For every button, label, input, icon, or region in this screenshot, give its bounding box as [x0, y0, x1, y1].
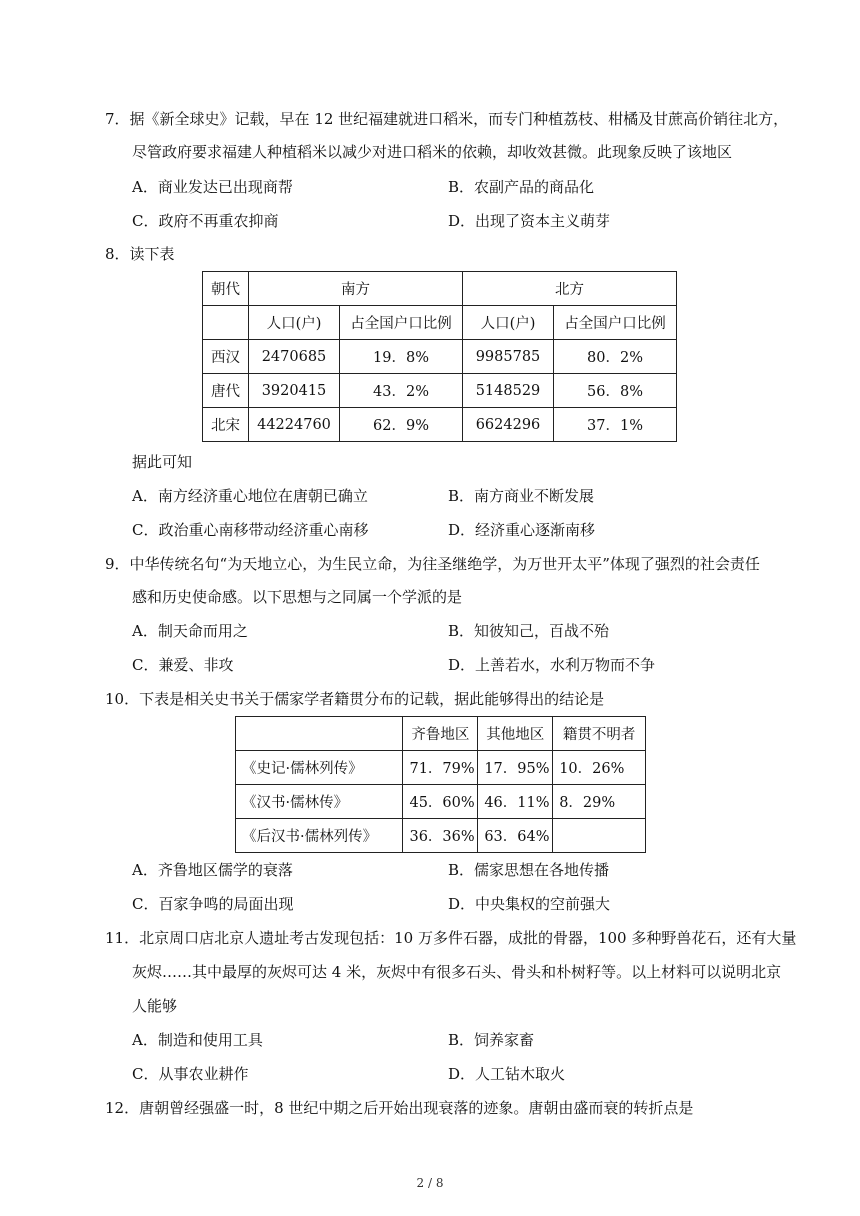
table-cell: 44224760: [249, 408, 340, 442]
table-row: [236, 785, 646, 819]
q11-option-d: D．人工钻木取火: [448, 1065, 566, 1083]
q11-option-c: C．从事农业耕作: [132, 1065, 249, 1083]
q8-subheader-south-ratio: 占全国户口比例: [340, 306, 463, 340]
table-cell: [553, 819, 646, 853]
q10-header-empty: [236, 717, 403, 751]
table-cell: 5148529: [463, 374, 554, 408]
table-cell: 46．11%: [478, 785, 553, 819]
q7-stem-line2: 尽管政府要求福建人种植稻米以减少对进口稻米的依赖，却收效甚微。此现象反映了该地区: [132, 143, 733, 161]
table-cell: 《汉书·儒林传》: [236, 785, 403, 819]
table-cell: 北宋: [203, 408, 249, 442]
table-cell: 6624296: [463, 408, 554, 442]
q11-option-b: B．饲养家畜: [448, 1031, 535, 1049]
q7-option-d: D．出现了资本主义萌芽: [448, 212, 611, 230]
q8-header-north: 北方: [463, 272, 677, 306]
q8-header-south: 南方: [249, 272, 463, 306]
q10-header-other: 其他地区: [478, 717, 553, 751]
q8-population-table: [202, 271, 677, 442]
q9-option-c: C．兼爱、非攻: [132, 656, 234, 674]
table-cell: 71．79%: [403, 751, 478, 785]
table-row: [203, 408, 677, 442]
table-cell: 2470685: [249, 340, 340, 374]
q10-stem: 10．下表是相关史书关于儒家学者籍贯分布的记载，据此能够得出的结论是: [105, 690, 605, 708]
table-cell: 63．64%: [478, 819, 553, 853]
q8-header-dynasty: 朝代: [203, 272, 249, 306]
q10-header-unknown: 籍贯不明者: [553, 717, 646, 751]
q10-option-d: D．中央集权的空前强大: [448, 895, 611, 913]
q9-stem-line1: 9．中华传统名句“为天地立心，为生民立命，为往圣继绝学，为万世开太平”体现了强烈的社会责任: [105, 555, 760, 573]
table-cell: 62．9%: [340, 408, 463, 442]
table-cell: 56．8%: [554, 374, 677, 408]
table-cell: 45．60%: [403, 785, 478, 819]
table-cell: 9985785: [463, 340, 554, 374]
q8-option-c: C．政治重心南移带动经济重心南移: [132, 521, 369, 539]
table-cell: 80．2%: [554, 340, 677, 374]
q8-option-a: A．南方经济重心地位在唐朝已确立: [132, 487, 368, 505]
q9-option-b: B．知彼知己，百战不殆: [448, 622, 610, 640]
q7-option-b: B．农副产品的商品化: [448, 178, 595, 196]
q10-option-c: C．百家争鸣的局面出现: [132, 895, 294, 913]
q8-subheader-south-pop: 人口(户): [249, 306, 340, 340]
table-cell: 43．2%: [340, 374, 463, 408]
page-number: 2 / 8: [416, 1176, 444, 1190]
table-row: [236, 819, 646, 853]
q11-stem-line1: 11．北京周口店北京人遗址考古发现包括：10 万多件石器，成批的骨器，100 多种野兽花石，还有大量: [105, 929, 797, 947]
q8-after-text: 据此可知: [132, 453, 193, 471]
q10-option-b: B．儒家思想在各地传播: [448, 861, 610, 879]
table-cell: 36．36%: [403, 819, 478, 853]
table-cell: 《史记·儒林列传》: [236, 751, 403, 785]
table-cell: 19．8%: [340, 340, 463, 374]
q9-stem-line2: 感和历史使命感。以下思想与之同属一个学派的是: [132, 588, 463, 606]
q7-stem-line1: 7．据《新全球史》记载，早在 12 世纪福建就进口稻米，而专门种植荔枝、柑橘及甘蔗高价销往北方，: [105, 110, 789, 128]
q9-option-d: D．上善若水，水利万物而不争: [448, 656, 656, 674]
q10-option-a: A．齐鲁地区儒学的衰落: [132, 861, 293, 879]
q8-option-b: B．南方商业不断发展: [448, 487, 595, 505]
q10-header-qilu: 齐鲁地区: [403, 717, 478, 751]
q11-option-a: A．制造和使用工具: [132, 1031, 263, 1049]
table-cell: 西汉: [203, 340, 249, 374]
q10-scholars-table: [235, 716, 646, 853]
table-cell: 37．1%: [554, 408, 677, 442]
table-cell: 3920415: [249, 374, 340, 408]
q8-subheader-north-ratio: 占全国户口比例: [554, 306, 677, 340]
q11-stem-line3: 人能够: [132, 997, 178, 1015]
table-cell: 唐代: [203, 374, 249, 408]
q7-option-a: A．商业发达已出现商帮: [132, 178, 293, 196]
q12-stem: 12．唐朝曾经强盛一时，8 世纪中期之后开始出现衰落的迹象。唐朝由盛而衰的转折点是: [105, 1099, 694, 1117]
table-row: [236, 751, 646, 785]
table-row: [203, 374, 677, 408]
q7-option-c: C．政府不再重农抑商: [132, 212, 279, 230]
q9-option-a: A．制天命而用之: [132, 622, 248, 640]
table-row: [203, 340, 677, 374]
q8-stem: 8．读下表: [105, 245, 175, 263]
q8-subheader-empty: [203, 306, 249, 340]
q11-stem-line2: 灰烬……其中最厚的灰烬可达 4 米，灰烬中有很多石头、骨头和朴树籽等。以上材料可以说明北京: [132, 963, 782, 981]
table-cell: 17．95%: [478, 751, 553, 785]
q8-option-d: D．经济重心逐渐南移: [448, 521, 596, 539]
table-cell: 8．29%: [553, 785, 646, 819]
table-cell: 10．26%: [553, 751, 646, 785]
q8-subheader-north-pop: 人口(户): [463, 306, 554, 340]
table-cell: 《后汉书·儒林列传》: [236, 819, 403, 853]
